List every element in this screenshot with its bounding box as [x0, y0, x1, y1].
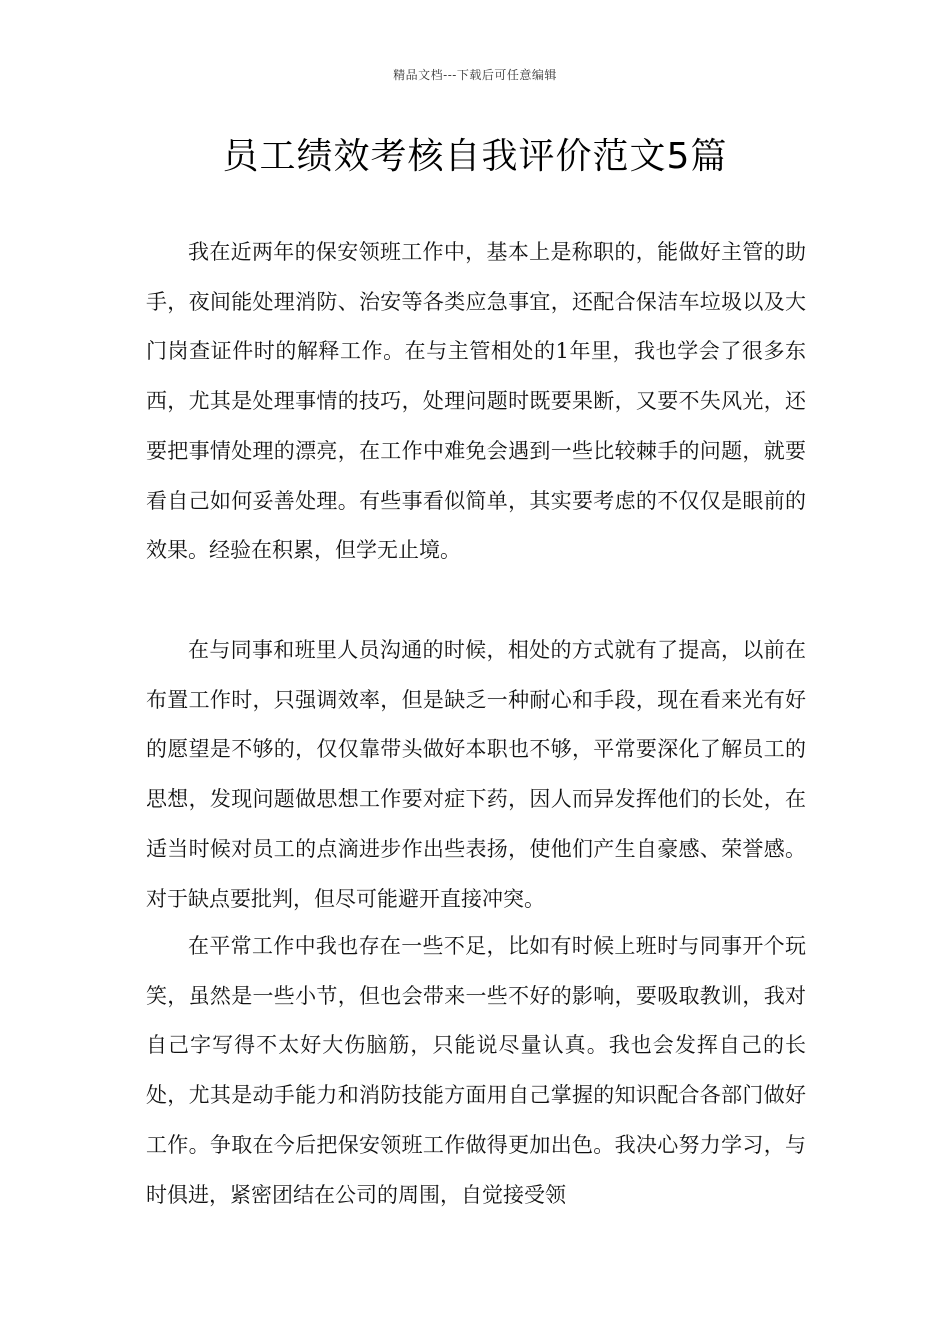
paragraph-3: 在平常工作中我也存在一些不足，比如有时候上班时与同事开个玩笑，虽然是一些小节，但也会带来一些不好的影响，要吸取教训，我对自己字写得不太好大伤脑筋，只能说尽量认真。我也会发挥自己的长处，尤其是动手能力和消防技能方面用自己掌握的知识配合各部门做好工作。争取在今后把保安领班工作做得更加出色。我决心努力学习，与时俱进，紧密团结在公司的周围，自觉接受领 [146, 934, 806, 1207]
document-title: 员工绩效考核自我评价范文5篇 [222, 136, 728, 177]
paragraph-2: 在与同事和班里人员沟通的时候，相处的方式就有了提高，以前在布置工作时，只强调效率，但是缺乏一种耐心和手段，现在看来光有好的愿望是不够的，仅仅靠带头做好本职也不够，平常要深化了解员工的思想，发现问题做思想工作要对症下药，因人而异发挥他们的长处，在适当时候对员工的点滴进步作出些表扬，使他们产生自豪感、荣誉感。对于缺点要批判，但尽可能避开直接冲突。 [146, 638, 806, 911]
header-note: 精品文档---下载后可任意编辑 [393, 68, 557, 82]
paragraph-1: 我在近两年的保安领班工作中，基本上是称职的，能做好主管的助手，夜间能处理消防、治安等各类应急事宜，还配合保洁车垃圾以及大门岗查证件时的解释工作。在与主管相处的1年里，我也学会了很多东西，尤其是处理事情的技巧，处理问题时既要果断，又要不失风光，还要把事情处理的漂亮，在工作中难免会遇到一些比较棘手的问题，就要看自己如何妥善处理。有些事看似简单，其实要考虑的不仅仅是眼前的效果。经验在积累，但学无止境。 [146, 240, 806, 563]
